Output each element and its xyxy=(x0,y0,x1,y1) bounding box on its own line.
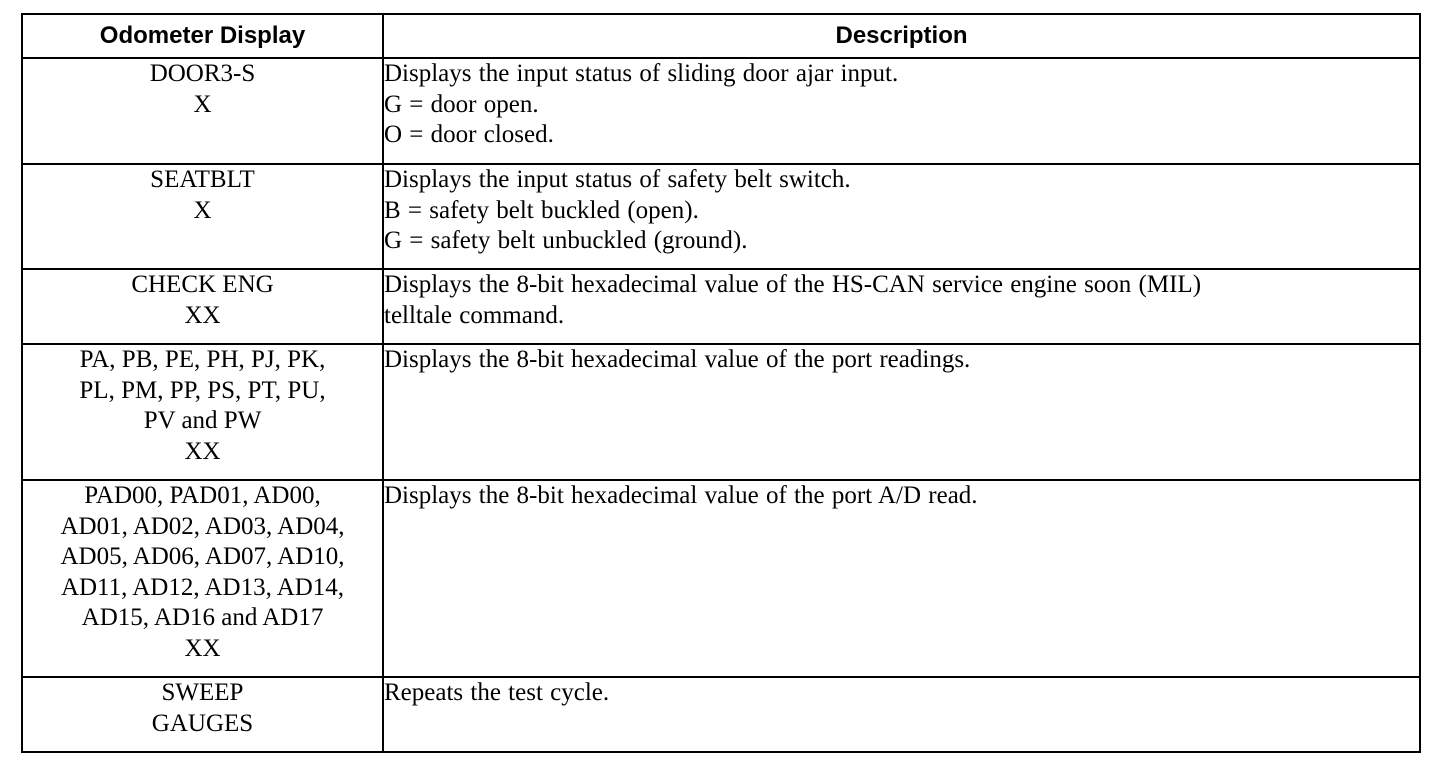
description-line: Displays the input status of sliding door ajar input. xyxy=(384,60,899,87)
description-line: O = door closed. xyxy=(384,121,554,148)
table-header xyxy=(22,14,1420,58)
table-body xyxy=(22,58,1420,752)
display-line: SWEEP xyxy=(161,679,244,706)
odometer-display-cell xyxy=(22,58,383,164)
display-line: AD15, AD16 and AD17 xyxy=(81,604,324,631)
odometer-display-cell xyxy=(22,164,383,269)
display-line: X xyxy=(193,90,212,118)
header-row xyxy=(22,14,1420,58)
display-line: XX xyxy=(184,437,221,465)
description-line: Displays the 8-bit hexadecimal value of the port readings. xyxy=(384,346,971,373)
display-line: AD05, AD06, AD07, AD10, xyxy=(60,543,345,570)
table-row xyxy=(22,344,1420,480)
odometer-display-header: Odometer Display xyxy=(22,14,383,58)
description-cell xyxy=(383,677,1420,752)
display-line: XX xyxy=(184,301,221,329)
display-line: CHECK ENG xyxy=(131,271,274,298)
display-line: PL, PM, PP, PS, PT, PU, xyxy=(79,376,326,404)
display-line: AD01, AD02, AD03, AD04, xyxy=(60,512,345,540)
odometer-display-cell xyxy=(22,480,383,677)
description-line: B = safety belt buckled (open). xyxy=(384,196,699,224)
display-line: GAUGES xyxy=(151,709,254,737)
display-line: SEATBLT xyxy=(150,166,255,193)
odometer-display-cell xyxy=(22,344,383,480)
description-cell xyxy=(383,58,1420,164)
table-row xyxy=(22,269,1420,344)
display-line: DOOR3-S xyxy=(149,60,256,87)
table-row xyxy=(22,164,1420,269)
display-line: AD11, AD12, AD13, AD14, xyxy=(60,573,345,601)
description-line: Repeats the test cycle. xyxy=(384,679,610,706)
table-row xyxy=(22,58,1420,164)
display-line: PAD00, PAD01, AD00, xyxy=(84,482,321,509)
description-line: telltale command. xyxy=(384,301,565,329)
display-line: X xyxy=(193,196,212,224)
display-line: PA, PB, PE, PH, PJ, PK, xyxy=(79,346,326,373)
description-cell xyxy=(383,480,1420,677)
description-line: Displays the input status of safety belt switch. xyxy=(384,166,851,193)
description-line: G = safety belt unbuckled (ground). xyxy=(384,227,748,254)
description-cell xyxy=(383,344,1420,480)
display-line: XX xyxy=(184,634,221,662)
description-line: Displays the 8-bit hexadecimal value of the HS-CAN service engine soon (MIL) xyxy=(384,271,1202,298)
description-cell xyxy=(383,164,1420,269)
odometer-display-cell xyxy=(22,677,383,752)
table-row xyxy=(22,480,1420,677)
table-row xyxy=(22,677,1420,752)
description-cell xyxy=(383,269,1420,344)
display-line: PV and PW xyxy=(143,407,262,434)
description-line: Displays the 8-bit hexadecimal value of the port A/D read. xyxy=(384,482,978,509)
odometer-display-table xyxy=(21,13,1421,753)
description-line: G = door open. xyxy=(384,90,539,118)
odometer-display-cell xyxy=(22,269,383,344)
description-header: Description xyxy=(383,14,1420,58)
